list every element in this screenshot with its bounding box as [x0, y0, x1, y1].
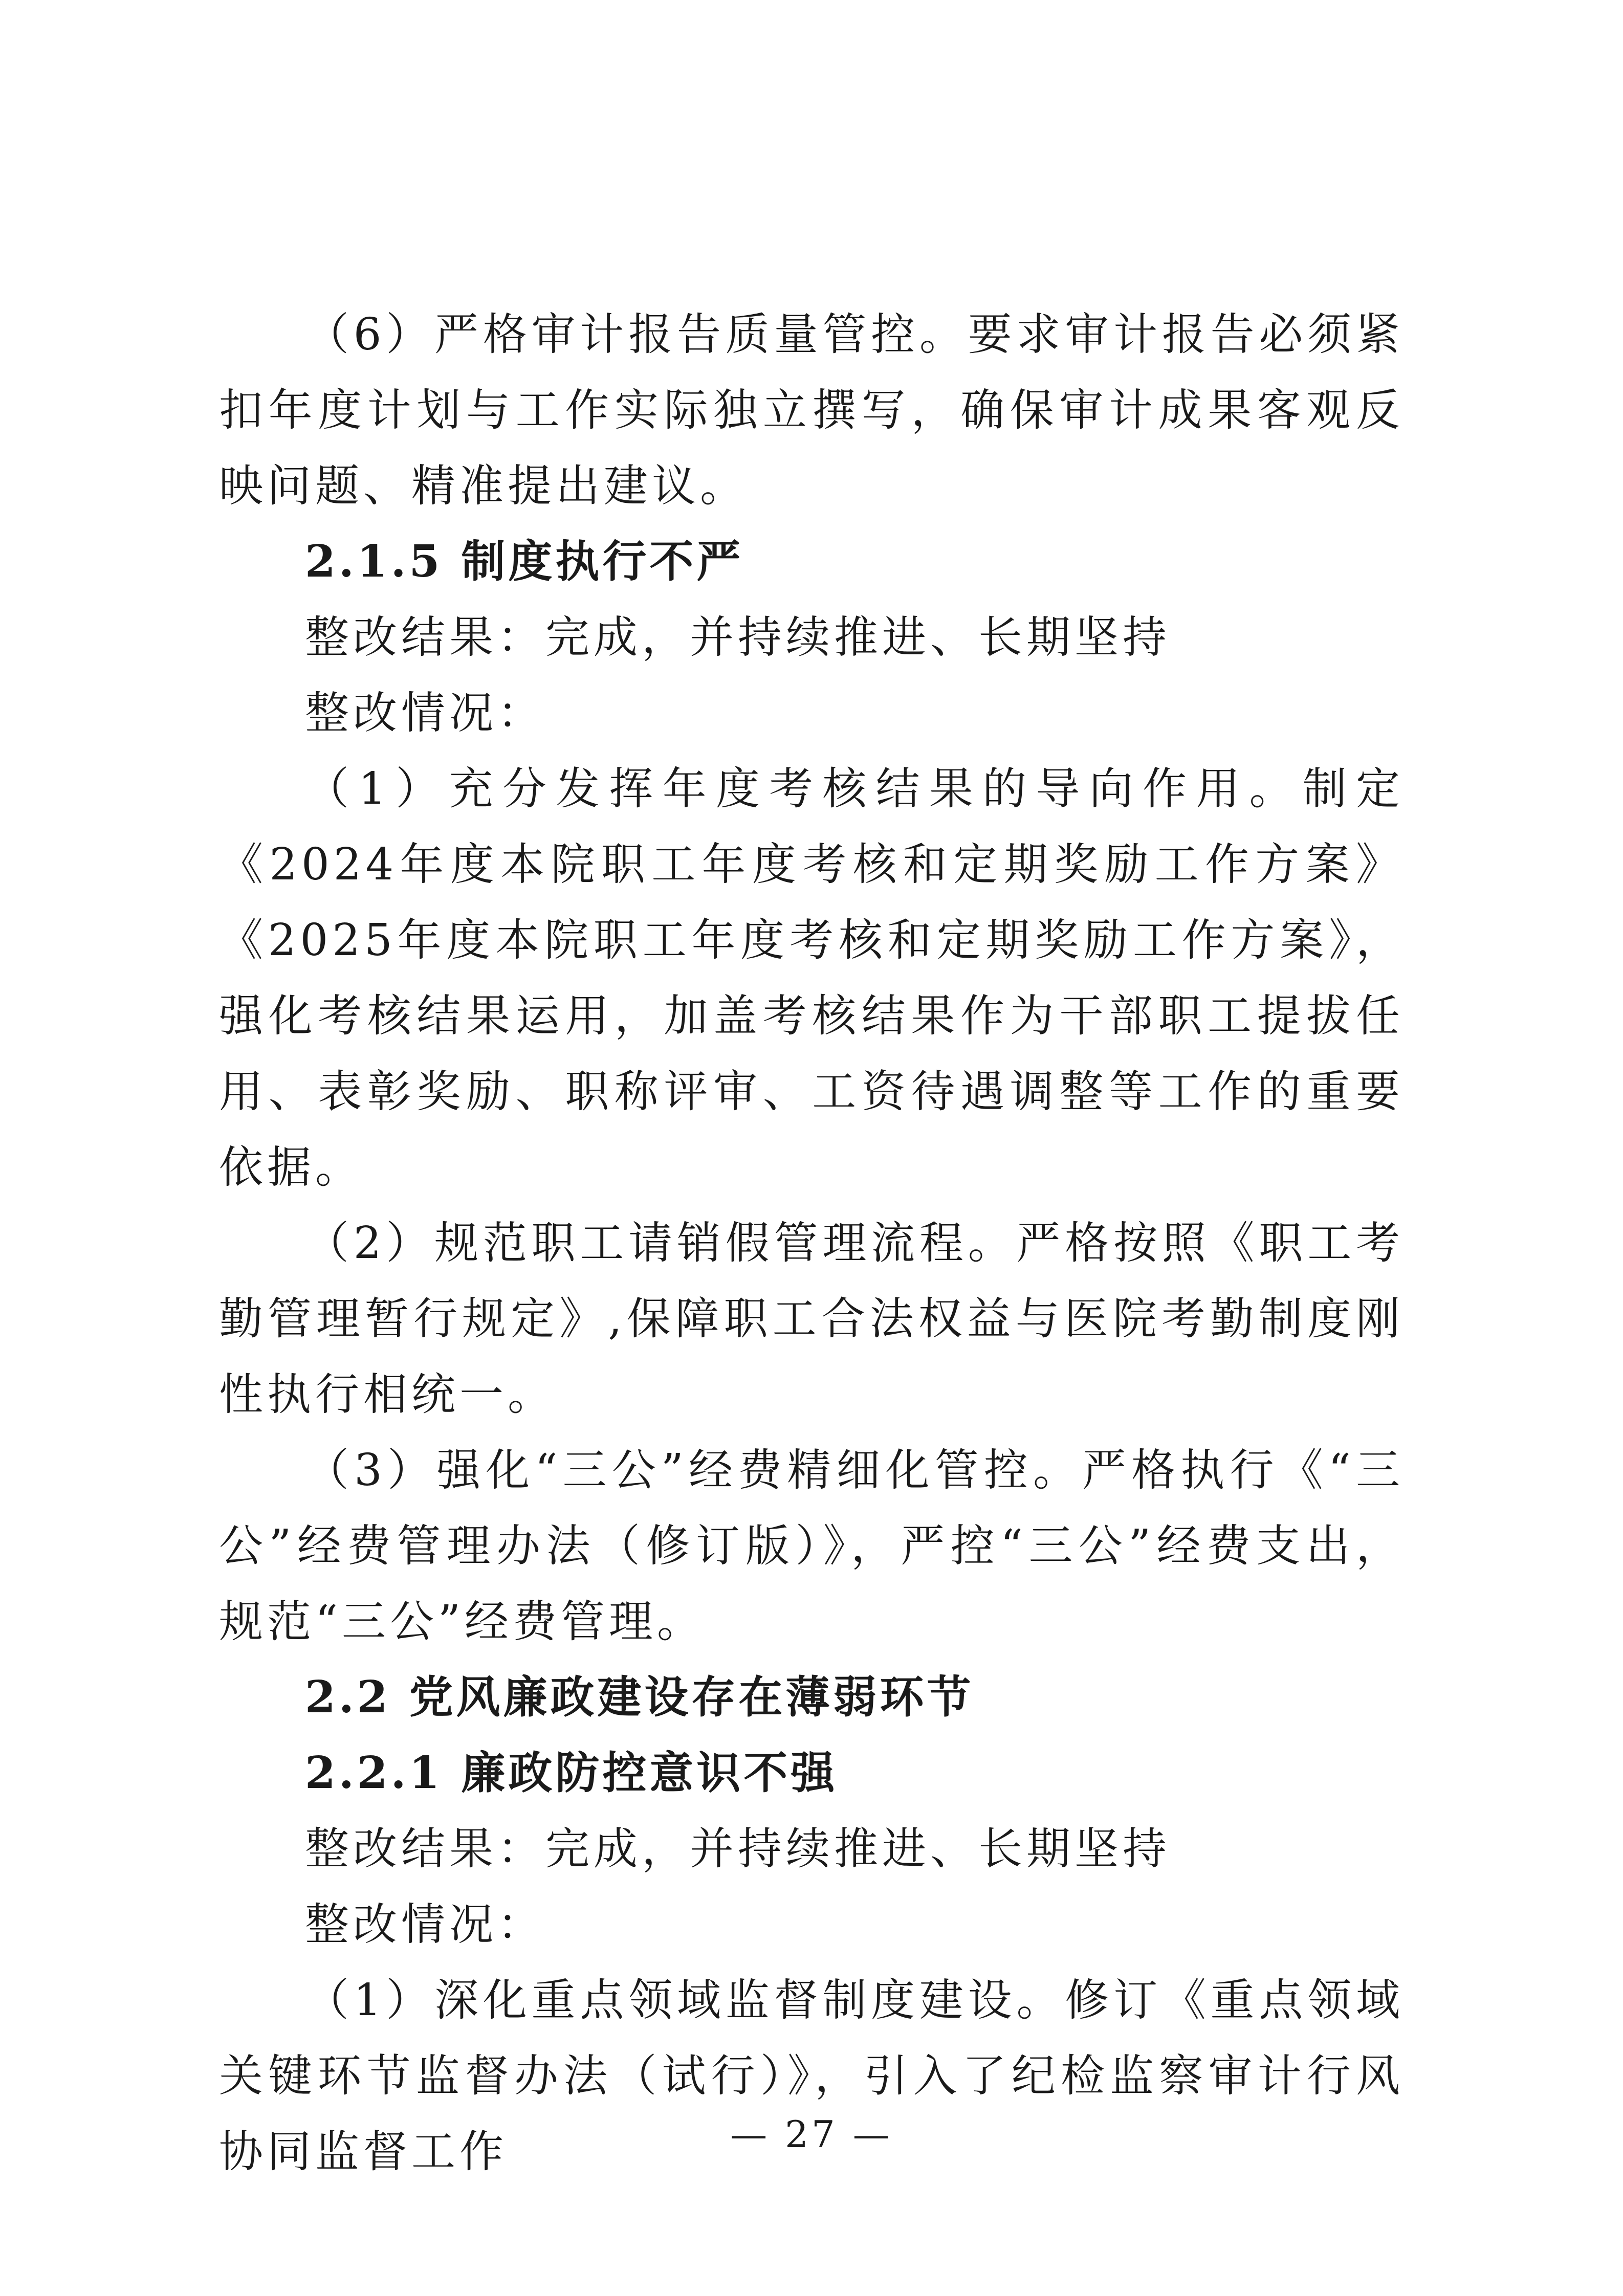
rectification-result: 整改结果：完成，并持续推进、长期坚持 — [305, 1823, 1171, 1874]
page-body — [219, 297, 1404, 2190]
paragraph-key-area-supervision: （1）深化重点领域监督制度建设。修订《重点领域关键环节监督办法（试行）》，引入了纪检监察审计行风协同监督工作 — [219, 1975, 1404, 2177]
paragraph-assessment-results: （1）充分发挥年度考核结果的导向作用。制定《2024年度本院职工年度考核和定期奖励工作方案》《2025年度本院职工年度考核和定期奖励工作方案》，强化考核结果运用，加盖考核结果作为干部职工提拔任用、表彰奖励、职称评审、工资待遇调整等工作的重要依据。 — [219, 763, 1404, 1193]
paragraph-leave-management: （2）规范职工请销假管理流程。严格按照《职工考勤管理暂行规定》,保障职工合法权益与医院考勤制度刚性执行相统一。 — [219, 1218, 1404, 1420]
heading-2-2-1: 2.2.1 廉政防控意识不强 — [305, 1747, 838, 1799]
paragraph-audit-report-quality: （6）严格审计报告质量管控。要求审计报告必须紧扣年度计划与工作实际独立撰写，确保审计成果客观反映问题、精准提出建议。 — [219, 309, 1404, 512]
rectification-status-label: 整改情况： — [305, 1899, 545, 1950]
heading-2-2: 2.2 党风廉政建设存在薄弱环节 — [305, 1671, 974, 1723]
rectification-result: 整改结果：完成，并持续推进、长期坚持 — [305, 612, 1171, 663]
heading-2-1-5: 2.1.5 制度执行不严 — [305, 536, 744, 587]
page-number: — 27 — — [730, 2113, 893, 2156]
paragraph-three-public-expenses: （3）强化“三公”经费精细化管控。严格执行《“三公”经费管理办法（修订版）》，严控“三公”经费支出，规范“三公”经费管理。 — [219, 1445, 1404, 1647]
rectification-status-label: 整改情况： — [305, 688, 545, 739]
